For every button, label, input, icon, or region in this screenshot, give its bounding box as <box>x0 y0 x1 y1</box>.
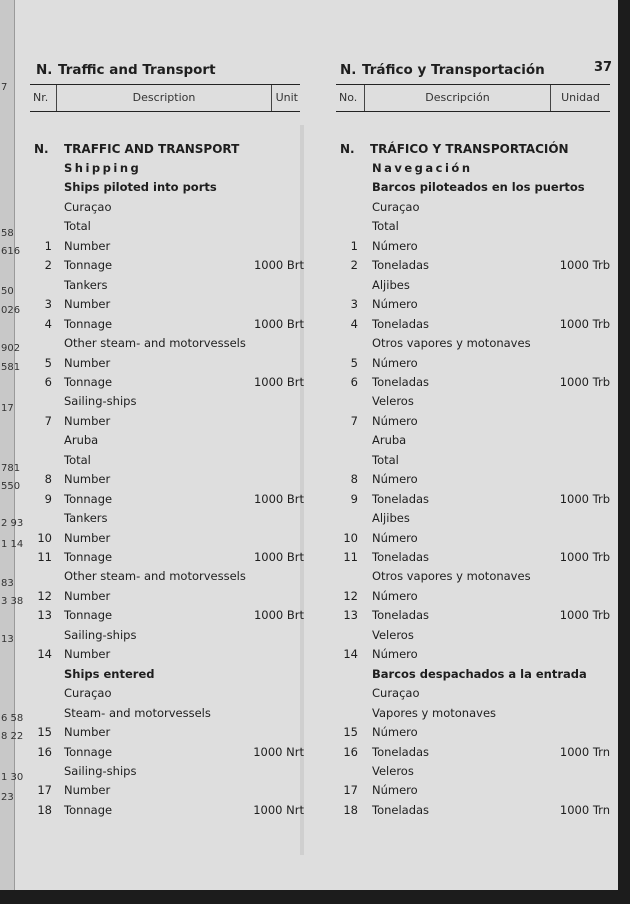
es-row-unit: 1000 Trb <box>559 608 610 623</box>
en-row-unit: 1000 Brt <box>253 491 304 506</box>
en-col-nr: Nr. <box>33 91 49 104</box>
en-table-row <box>30 199 306 215</box>
es-row-label: Aruba <box>372 433 407 448</box>
es-row-unit: 1000 Trb <box>559 316 610 331</box>
es-row-label: Número <box>372 472 418 487</box>
en-table-row <box>30 413 306 429</box>
en-table-row <box>30 452 306 468</box>
en-table-row <box>30 393 306 409</box>
en-row-number: 12 <box>37 588 52 603</box>
es-table-row <box>336 782 614 798</box>
margin-number: 3 38 <box>1 596 24 607</box>
en-row-number: 16 <box>37 744 52 759</box>
es-row-label: Número <box>372 725 418 740</box>
es-section-title <box>340 142 569 156</box>
es-row-number: 11 <box>343 550 358 564</box>
es-row-label: Curaçao <box>372 199 420 214</box>
en-header-letter: N. <box>36 62 53 78</box>
es-table-row <box>336 549 614 565</box>
es-row-number: 17 <box>343 783 358 798</box>
en-column-header <box>30 84 300 112</box>
es-section-letter: N. <box>340 142 355 156</box>
es-row-label: Navegación <box>372 161 473 175</box>
es-row-label: Toneladas <box>372 550 430 564</box>
es-table-row <box>336 705 614 721</box>
en-table-row <box>30 568 306 584</box>
en-row-number: 13 <box>37 608 52 623</box>
en-table-row <box>30 685 306 701</box>
es-table-row <box>336 530 614 546</box>
es-table-row <box>336 588 614 604</box>
es-row-unit: 1000 Trn <box>559 744 610 759</box>
en-row-label: Number <box>64 297 111 312</box>
en-row-number: 4 <box>44 316 52 331</box>
es-row-label: Aljibes <box>372 277 410 292</box>
en-section-letter: N. <box>34 142 49 156</box>
margin-number: 13 <box>1 634 14 645</box>
en-table-row <box>30 491 306 507</box>
es-row-unit: 1000 Trb <box>559 550 610 564</box>
en-table-row <box>30 277 306 293</box>
en-row-label: Total <box>64 219 91 234</box>
en-col-unit: Unit <box>271 85 300 111</box>
en-row-number: 8 <box>44 472 52 487</box>
en-table-row <box>30 705 306 721</box>
en-table-row <box>30 510 306 526</box>
margin-number: 2 93 <box>1 518 24 529</box>
en-row-label: Number <box>64 783 111 798</box>
en-row-label: Tonnage <box>64 316 113 331</box>
es-row-label: Número <box>372 647 418 662</box>
es-table-row <box>336 646 614 662</box>
margin-number: 550 <box>1 481 21 492</box>
en-row-unit: 1000 Brt <box>253 550 304 564</box>
es-col-unit: Unidad <box>550 85 610 111</box>
es-table-row <box>336 374 614 390</box>
en-row-label: Other steam- and motorvessels <box>64 336 246 351</box>
es-table-row <box>336 413 614 429</box>
es-table-row <box>336 432 614 448</box>
en-table-row <box>30 179 306 195</box>
en-table-row <box>30 432 306 448</box>
es-row-unit: 1000 Trn <box>559 802 610 817</box>
es-row-label: Veleros <box>372 627 414 642</box>
en-table-row <box>30 471 306 487</box>
es-row-label: Número <box>372 588 418 603</box>
es-table-row <box>336 218 614 234</box>
es-row-label: Aljibes <box>372 511 410 526</box>
en-table-row <box>30 802 306 818</box>
es-table-row <box>336 724 614 740</box>
es-table-row <box>336 627 614 643</box>
en-row-label: Ships piloted into ports <box>64 180 217 195</box>
en-table-row <box>30 607 306 623</box>
es-table-row <box>336 277 614 293</box>
es-row-label: Toneladas <box>372 608 430 623</box>
en-table-row <box>30 666 306 682</box>
es-row-number: 5 <box>350 355 358 370</box>
margin-number: 7 <box>1 82 8 93</box>
es-row-label: Toneladas <box>372 744 430 759</box>
en-row-label: Number <box>64 530 111 545</box>
en-row-label: Tonnage <box>64 374 113 389</box>
en-row-label: Other steam- and motorvessels <box>64 569 246 584</box>
es-table-row <box>336 491 614 507</box>
es-header-text: Tráfico y Transportación <box>362 62 545 78</box>
es-table-row <box>336 355 614 371</box>
en-row-number: 2 <box>44 258 52 273</box>
es-header-letter: N. <box>340 62 357 78</box>
es-row-unit: 1000 Trb <box>559 491 610 506</box>
es-row-label: Número <box>372 355 418 370</box>
margin-number: 58 <box>1 228 14 239</box>
en-row-number: 18 <box>37 802 52 817</box>
es-table-row <box>336 257 614 273</box>
en-table-row <box>30 335 306 351</box>
es-table-row <box>336 607 614 623</box>
es-row-label: Toneladas <box>372 374 430 389</box>
es-row-label: Curaçao <box>372 686 420 701</box>
en-row-number: 1 <box>44 238 52 253</box>
es-row-label: Barcos piloteados en los puertos <box>372 180 585 195</box>
es-section-text: TRÁFICO Y TRANSPORTACIÓN <box>370 142 569 156</box>
margin-number: 8 22 <box>1 731 24 742</box>
margin-number: 781 <box>1 463 21 474</box>
en-row-label: Number <box>64 413 111 428</box>
es-row-number: 10 <box>343 530 358 545</box>
es-row-number: 12 <box>343 588 358 603</box>
en-table-row <box>30 296 306 312</box>
en-row-unit: 1000 Brt <box>253 316 304 331</box>
en-row-number: 14 <box>37 647 52 662</box>
en-row-number: 9 <box>44 491 52 506</box>
en-table-row <box>30 627 306 643</box>
es-row-label: Número <box>372 413 418 428</box>
es-table-row <box>336 160 614 176</box>
en-row-label: Ships entered <box>64 666 155 681</box>
es-row-label: Total <box>372 452 399 467</box>
en-row-number: 5 <box>44 355 52 370</box>
en-row-label: Tonnage <box>64 608 113 623</box>
margin-number: 902 <box>1 343 21 354</box>
en-row-number: 10 <box>37 530 52 545</box>
en-row-label: Number <box>64 725 111 740</box>
margin-number: 6 58 <box>1 713 24 724</box>
es-table-row <box>336 393 614 409</box>
margin-number: 23 <box>1 792 14 803</box>
en-row-label: Tonnage <box>64 550 113 564</box>
es-row-number: 9 <box>350 491 358 506</box>
es-row-label: Veleros <box>372 763 414 778</box>
en-header-title <box>36 62 216 78</box>
margin-number: 1 30 <box>1 772 24 783</box>
page-binding-strip <box>0 0 24 890</box>
es-row-label: Número <box>372 783 418 798</box>
en-table-row <box>30 160 306 176</box>
en-row-number: 6 <box>44 374 52 389</box>
en-row-number: 7 <box>44 413 52 428</box>
en-row-label: Number <box>64 355 111 370</box>
es-row-label: Otros vapores y motonaves <box>372 336 531 351</box>
margin-number: 1 14 <box>1 539 24 550</box>
es-row-number: 4 <box>350 316 358 331</box>
es-row-number: 13 <box>343 608 358 623</box>
es-header-title <box>340 62 545 78</box>
en-row-number: 15 <box>37 725 52 740</box>
en-row-unit: 1000 Nrt <box>253 744 304 759</box>
en-table-row <box>30 374 306 390</box>
en-table-row <box>30 355 306 371</box>
en-row-label: Total <box>64 452 91 467</box>
en-row-number: 11 <box>37 550 52 564</box>
es-row-unit: 1000 Trb <box>559 258 610 273</box>
es-table-row <box>336 296 614 312</box>
es-table-row <box>336 568 614 584</box>
es-row-number: 8 <box>350 472 358 487</box>
en-table-row <box>30 588 306 604</box>
es-row-label: Número <box>372 530 418 545</box>
en-row-label: Tankers <box>64 277 108 292</box>
es-col-nr: No. <box>339 91 358 104</box>
es-row-label: Veleros <box>372 394 414 409</box>
es-row-label: Número <box>372 297 418 312</box>
en-row-label: Number <box>64 647 111 662</box>
es-row-label: Número <box>372 238 418 253</box>
en-row-label: Tonnage <box>64 258 113 273</box>
en-table-row <box>30 238 306 254</box>
es-table-row <box>336 471 614 487</box>
en-row-label: Number <box>64 588 111 603</box>
es-table-row <box>336 666 614 682</box>
es-table-row <box>336 199 614 215</box>
es-table-row <box>336 510 614 526</box>
es-row-number: 6 <box>350 374 358 389</box>
en-row-label: Curaçao <box>64 199 112 214</box>
en-row-unit: 1000 Brt <box>253 608 304 623</box>
es-row-label: Vapores y motonaves <box>372 705 497 720</box>
en-table-row <box>30 724 306 740</box>
en-row-label: Tonnage <box>64 802 113 817</box>
en-header-text: Traffic and Transport <box>58 62 216 78</box>
es-row-label: Total <box>372 219 399 234</box>
es-table-row <box>336 744 614 760</box>
es-row-number: 15 <box>343 725 358 740</box>
en-row-label: Shipping <box>64 161 142 175</box>
en-table-row <box>30 530 306 546</box>
en-table-row <box>30 763 306 779</box>
margin-number: 50 <box>1 286 14 297</box>
es-table-row <box>336 316 614 332</box>
margin-number: 026 <box>1 305 21 316</box>
en-row-unit: 1000 Nrt <box>253 802 304 817</box>
en-row-unit: 1000 Brt <box>253 374 304 389</box>
es-row-number: 1 <box>350 238 358 253</box>
es-row-label: Barcos despachados a la entrada <box>372 666 587 681</box>
en-row-label: Steam- and motorvessels <box>64 705 211 720</box>
es-row-number: 16 <box>343 744 358 759</box>
en-row-label: Sailing-ships <box>64 394 137 409</box>
es-column-header <box>336 84 610 112</box>
es-row-number: 14 <box>343 647 358 662</box>
en-row-label: Sailing-ships <box>64 763 137 778</box>
es-row-unit: 1000 Trb <box>559 374 610 389</box>
en-section-text: TRAFFIC AND TRANSPORT <box>64 142 240 156</box>
en-table-row <box>30 549 306 565</box>
es-table-row <box>336 452 614 468</box>
margin-number: 83 <box>1 578 14 589</box>
es-row-label: Toneladas <box>372 258 430 273</box>
page-number: 37 <box>594 60 613 75</box>
es-row-label: Toneladas <box>372 802 430 817</box>
es-table-row <box>336 802 614 818</box>
en-table-row <box>30 744 306 760</box>
en-table-row <box>30 257 306 273</box>
en-table-row <box>30 316 306 332</box>
en-table-row <box>30 646 306 662</box>
es-row-label: Toneladas <box>372 316 430 331</box>
es-row-number: 2 <box>350 258 358 273</box>
es-col-description: Descripción <box>364 85 550 111</box>
en-section-title <box>34 142 239 156</box>
en-table-row <box>30 218 306 234</box>
margin-number: 616 <box>1 246 21 257</box>
en-row-number: 3 <box>44 297 52 312</box>
margin-number: 581 <box>1 362 21 373</box>
en-row-label: Tankers <box>64 511 108 526</box>
es-table-row <box>336 763 614 779</box>
en-col-description: Description <box>56 85 271 111</box>
en-row-label: Sailing-ships <box>64 627 137 642</box>
es-row-number: 18 <box>343 802 358 817</box>
es-table-row <box>336 335 614 351</box>
es-row-label: Toneladas <box>372 491 430 506</box>
en-row-label: Aruba <box>64 433 99 448</box>
es-row-number: 7 <box>350 413 358 428</box>
en-table-row <box>30 782 306 798</box>
en-row-label: Tonnage <box>64 744 113 759</box>
en-row-label: Number <box>64 472 111 487</box>
es-table-row <box>336 238 614 254</box>
en-row-unit: 1000 Brt <box>253 258 304 273</box>
es-table-row <box>336 179 614 195</box>
es-row-number: 3 <box>350 297 358 312</box>
en-row-label: Curaçao <box>64 686 112 701</box>
en-row-number: 17 <box>37 783 52 798</box>
margin-number: 17 <box>1 403 14 414</box>
en-row-label: Number <box>64 238 111 253</box>
es-table-row <box>336 685 614 701</box>
es-row-label: Otros vapores y motonaves <box>372 569 531 584</box>
en-row-label: Tonnage <box>64 491 113 506</box>
